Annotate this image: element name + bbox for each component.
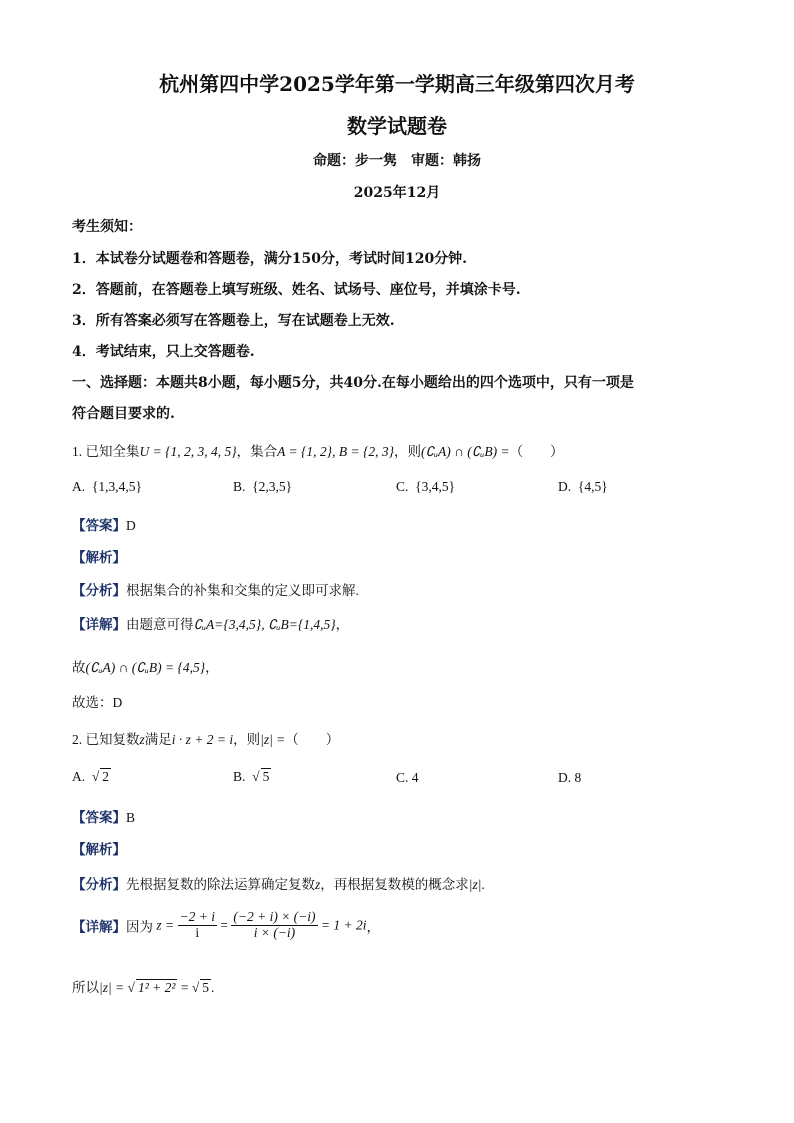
- fenxi-text: ，再根据复数模的概念求: [320, 877, 469, 892]
- question-2-option-c: C. 4: [396, 770, 419, 785]
- answer-tag: 【答案】: [72, 518, 126, 534]
- detail-fraction-2: $\frac{(-2 + i) \times (-i)}{i \times (-i)}$: [233, 909, 316, 940]
- notice-heading: 考生须知：: [72, 219, 142, 235]
- question-2-conclusion: 所以|z| = √ 1² + 2² = √ 5 .: [72, 980, 215, 995]
- fenxi-text: 先根据复数的除法运算确定复数: [126, 877, 315, 892]
- question-2-equation: i · z + 2 = i: [171, 732, 234, 747]
- question-2-variable: z: [139, 732, 145, 747]
- notice-item-2: 2．答题前，在答题卷上填写班级、姓名、试场号、座位号，并填涂卡号.: [72, 282, 521, 298]
- question-1-stem-text: ，则: [394, 444, 421, 459]
- fenxi-text: 根据集合的补集和交集的定义即可求解.: [126, 583, 359, 598]
- conclusion-result: 5: [202, 980, 209, 995]
- question-1-answer: [72, 514, 722, 534]
- question-2-stem: [72, 728, 722, 748]
- question-1-answer-blank: （ ）: [509, 444, 564, 459]
- detail-tag: 【详解】: [72, 617, 126, 633]
- conclusion-text: .: [210, 980, 215, 995]
- conclusion-expression: (∁ᵤA) ∩ (∁ᵤB) = {4,5}: [85, 660, 206, 675]
- detail-text: 由题意可得: [126, 617, 194, 632]
- question-1-option-b: B. {2,3,5}: [233, 479, 293, 494]
- exam-date: 2025年12月: [353, 185, 441, 201]
- fenxi-modulus: |z|: [468, 877, 482, 892]
- question-1-analysis-heading: [72, 546, 722, 566]
- question-2-stem-text: ，则: [233, 732, 261, 747]
- question-2-modulus: |z| =: [260, 732, 286, 747]
- question-2-fenxi: [72, 873, 722, 893]
- conclusion-text: 故: [72, 660, 86, 675]
- notice-item-4: 4．考试结束，只上交答题卷.: [72, 344, 255, 360]
- question-2-analysis-heading: [72, 838, 722, 858]
- question-1-detail: [72, 613, 722, 633]
- fenxi-tag: 【分析】: [72, 877, 126, 893]
- question-2-detail: 【详解】因为 z = $\frac{-2 + i}{i}$ = $\frac{(-2 + i) \times (-i)}{i \times (-i)}$ = 1 + 2i，: [72, 909, 381, 940]
- fenxi-text: .: [481, 877, 485, 892]
- question-1-conclusion: [72, 656, 722, 676]
- question-1-stem-text: ，集合: [236, 444, 278, 459]
- question-1-universal-set: U = {1, 2, 3, 4, 5}: [139, 444, 237, 459]
- question-1-option-d: D. {4,5}: [558, 479, 608, 494]
- detail-text: 因为: [126, 919, 153, 935]
- detail-fraction-1: $\frac{-2 + i}{i}$: [179, 909, 215, 940]
- fenxi-variable: z: [315, 877, 321, 892]
- conclusion-text: 所以: [72, 980, 99, 995]
- question-1-stem: [72, 440, 722, 460]
- analysis-tag: 【解析】: [72, 842, 126, 858]
- question-1-option-a: A. {1,3,4,5}: [72, 479, 142, 494]
- conclusion-lhs: |z| =: [99, 980, 125, 995]
- detail-tag: 【详解】: [72, 919, 126, 936]
- detail-text: ，: [335, 617, 350, 632]
- question-2-option-b: B. √ 5: [233, 769, 270, 784]
- section1-heading-line1: 一、选择题：本题共8小题，每小题5分，共40分.在每小题给出的四个选项中，只有一项是: [72, 375, 634, 391]
- answer-value: D: [126, 518, 136, 533]
- question-1-choose: 故选：D: [72, 695, 123, 710]
- notice-item-1: 1．本试卷分试题卷和答题卷，满分150分，考试时间120分钟.: [72, 251, 468, 267]
- question-2-stem-text: 满足: [144, 732, 172, 747]
- conclusion-radicand: 1² + 2²: [137, 980, 176, 995]
- exam-subtitle: 数学试题卷: [347, 114, 447, 138]
- detail-expression: ∁ᵤA={3,4,5}, ∁ᵤB={1,4,5}: [193, 617, 336, 632]
- notice-item-3: 3．所有答案必须写在答题卷上，写在试题卷上无效.: [72, 313, 395, 329]
- question-1-option-c: C. {3,4,5}: [396, 479, 456, 494]
- question-1-expression: (∁ᵤA) ∩ (∁ᵤB) =: [421, 444, 510, 459]
- question-2-answer: [72, 806, 722, 826]
- question-2-answer-blank: （ ）: [285, 732, 340, 747]
- conclusion-text: ，: [205, 660, 219, 675]
- exam-title: 杭州第四中学2025学年第一学期高三年级第四次月考: [159, 72, 635, 96]
- question-2-option-d: D. 8: [558, 770, 582, 785]
- question-2-stem-text: 2. 已知复数: [72, 732, 140, 747]
- question-1-stem-text: 1. 已知全集: [72, 444, 140, 459]
- detail-lhs: z =: [156, 917, 175, 933]
- question-1-sets: A = {1, 2}, B = {2, 3}: [277, 444, 394, 459]
- fenxi-tag: 【分析】: [72, 583, 126, 599]
- section1-heading-line2: 符合题目要求的.: [72, 406, 175, 422]
- question-1-fenxi: [72, 579, 722, 599]
- conclusion-equals: =: [180, 980, 189, 995]
- analysis-tag: 【解析】: [72, 550, 126, 566]
- answer-tag: 【答案】: [72, 810, 126, 826]
- answer-value: B: [126, 810, 136, 825]
- detail-rhs: = 1 + 2i: [320, 917, 367, 933]
- question-2-option-a: A. √ 2: [72, 769, 110, 784]
- detail-text: ，: [366, 919, 381, 935]
- exam-authors: 命题：步一隽 审题：韩扬: [313, 153, 481, 169]
